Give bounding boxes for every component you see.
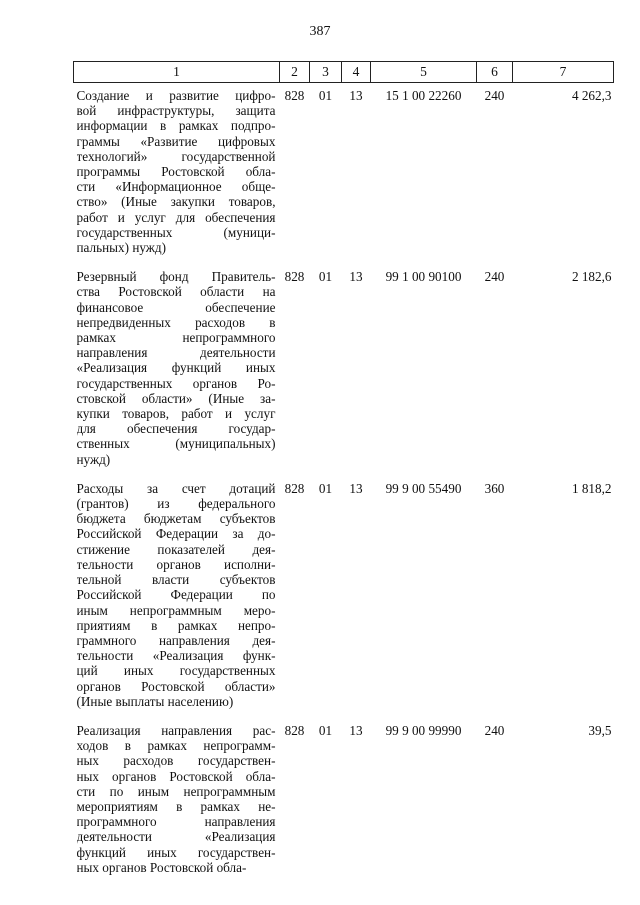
description-line: купки товаров, работ и услуг bbox=[76, 406, 276, 422]
table-body bbox=[74, 83, 614, 889]
row-section: 01 bbox=[318, 480, 333, 496]
row-subsection: 13 bbox=[349, 722, 363, 738]
description-line: ных расходов государствен- bbox=[76, 753, 276, 769]
description-line: мероприятиям в рамках не- bbox=[76, 798, 276, 814]
row-subsection: 13 bbox=[349, 88, 363, 103]
header-col-4: 4 bbox=[342, 62, 371, 83]
description-line: тельной власти субъектов bbox=[76, 572, 276, 588]
description-line: вой инфраструктуры, защита bbox=[76, 103, 276, 119]
table-row bbox=[74, 481, 614, 723]
description-line: ства Ростовской области на bbox=[76, 284, 276, 300]
row-description bbox=[74, 269, 280, 481]
description-line: деятельности «Реализация bbox=[76, 829, 276, 845]
description-line: непредвиденных расходов в bbox=[76, 314, 276, 330]
description-line: Создание и развитие цифро- bbox=[76, 88, 276, 103]
description-line: (грантов) из федерального bbox=[76, 496, 276, 512]
description-line: ных органов Ростовской обла- bbox=[76, 859, 247, 875]
header-col-2: 2 bbox=[280, 62, 310, 83]
description-line: ных органов Ростовской обла- bbox=[76, 768, 276, 784]
description-line: ций иных государственных bbox=[76, 663, 276, 679]
description-line: Реализация направления рас- bbox=[76, 722, 276, 738]
description-line: функций иных государствен- bbox=[76, 844, 276, 860]
row-target-article: 15 1 00 22260 bbox=[385, 88, 462, 103]
description-line: технологий» государственной bbox=[76, 148, 276, 164]
description-line: для обеспечения государ- bbox=[76, 421, 276, 437]
description-line: иным непрограммным меро- bbox=[76, 602, 276, 618]
description-line: тельности «Реализация функ- bbox=[76, 648, 276, 664]
row-description bbox=[74, 481, 280, 723]
row-admin-code: 828 bbox=[284, 722, 305, 738]
description-line: «Реализация функций иных bbox=[76, 360, 276, 376]
row-section: 01 bbox=[318, 722, 333, 738]
description-line: работ и услуг для обеспечения bbox=[76, 209, 276, 225]
description-line: ство» (Иные закупки товаров, bbox=[76, 194, 276, 210]
description-line: государственных (муници- bbox=[76, 224, 276, 240]
description-line: финансовое обеспечение bbox=[76, 299, 276, 315]
description-line: программного направления bbox=[76, 814, 276, 830]
description-line: информации в рамках подпро- bbox=[76, 118, 276, 134]
description-line: приятиям в рамках непро- bbox=[76, 617, 276, 633]
row-expense-type: 240 bbox=[484, 88, 505, 103]
description-line: Расходы за счет дотаций bbox=[76, 480, 276, 496]
row-target-article: 99 1 00 90100 bbox=[385, 269, 462, 285]
header-col-3: 3 bbox=[310, 62, 342, 83]
row-expense-type: 240 bbox=[484, 269, 505, 285]
description-line: направления деятельности bbox=[76, 345, 276, 361]
header-col-1: 1 bbox=[74, 62, 280, 83]
description-line: стижение показателей дея- bbox=[76, 541, 276, 557]
row-expense-type: 360 bbox=[484, 480, 505, 496]
row-target-article: 99 9 00 55490 bbox=[385, 480, 462, 496]
header-col-6: 6 bbox=[477, 62, 513, 83]
budget-table bbox=[73, 61, 614, 889]
row-target-article: 99 9 00 99990 bbox=[385, 722, 462, 738]
header-col-7: 7 bbox=[513, 62, 614, 83]
description-line: (Иные выплаты населению) bbox=[76, 693, 234, 709]
description-line: нужд) bbox=[76, 451, 111, 467]
row-admin-code: 828 bbox=[284, 269, 305, 285]
header-row bbox=[74, 62, 614, 83]
description-line: пальных) нужд) bbox=[76, 240, 167, 256]
description-line: государственных органов Ро- bbox=[76, 375, 276, 391]
row-expense-type: 240 bbox=[484, 722, 505, 738]
description-line: Российской Федерации за до- bbox=[76, 526, 276, 542]
description-line: стовской области» (Иные за- bbox=[76, 390, 276, 406]
table-row bbox=[74, 83, 614, 270]
table-row bbox=[74, 723, 614, 889]
row-amount: 1 818,2 bbox=[571, 480, 612, 496]
table-header bbox=[74, 62, 614, 83]
row-description bbox=[74, 723, 280, 889]
row-amount: 39,5 bbox=[588, 722, 612, 738]
description-line: граммы «Развитие цифровых bbox=[76, 133, 276, 149]
table-row bbox=[74, 269, 614, 481]
description-line: органов Ростовской области» bbox=[76, 678, 276, 694]
row-subsection: 13 bbox=[349, 480, 363, 496]
row-admin-code: 828 bbox=[284, 88, 305, 103]
header-col-5: 5 bbox=[371, 62, 477, 83]
description-line: сти «Информационное обще- bbox=[76, 179, 276, 195]
description-line: рамках непрограммного bbox=[76, 330, 276, 346]
page-number: 387 bbox=[309, 24, 331, 39]
row-section: 01 bbox=[318, 88, 333, 103]
row-section: 01 bbox=[318, 269, 333, 285]
description-line: программы Ростовской обла- bbox=[76, 164, 276, 180]
description-line: Российской Федерации по bbox=[76, 587, 276, 603]
description-line: ходов в рамках непрограмм- bbox=[76, 738, 276, 754]
row-amount: 4 262,3 bbox=[571, 88, 612, 103]
description-line: граммного направления дея- bbox=[76, 632, 276, 648]
row-amount: 2 182,6 bbox=[571, 269, 612, 285]
description-line: бюджета бюджетам субъектов bbox=[76, 511, 276, 527]
description-line: Резервный фонд Правитель- bbox=[76, 269, 276, 285]
description-line: тельности органов исполни- bbox=[76, 556, 276, 572]
row-description bbox=[74, 83, 280, 270]
description-line: сти по иным непрограммным bbox=[76, 783, 276, 799]
row-admin-code: 828 bbox=[284, 480, 305, 496]
row-subsection: 13 bbox=[349, 269, 363, 285]
description-line: ственных (муниципальных) bbox=[76, 436, 276, 452]
